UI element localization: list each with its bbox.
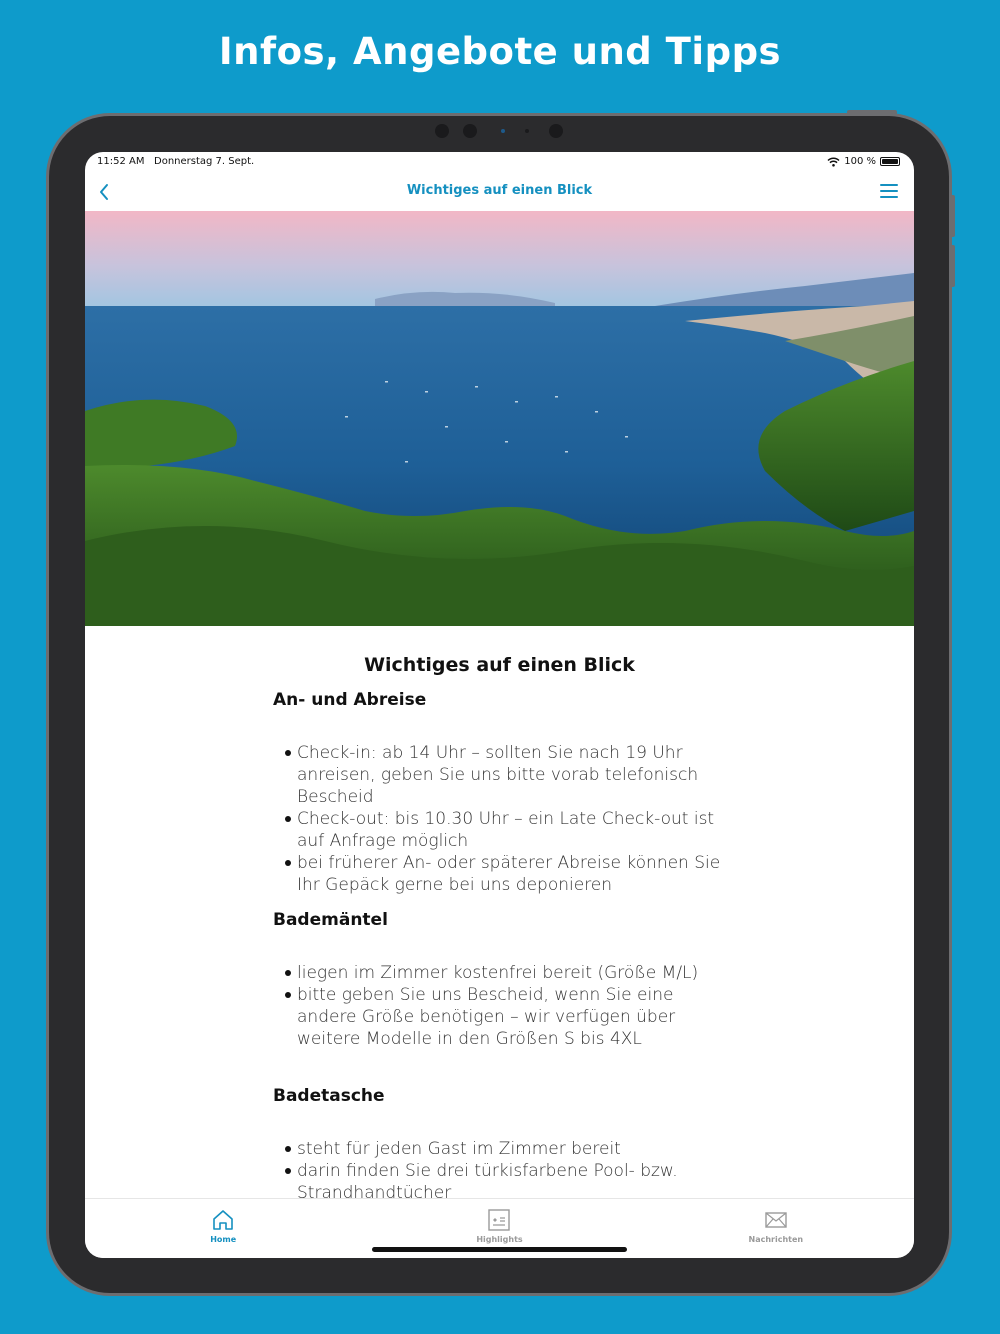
- bullet-list: [273, 1138, 723, 1198]
- app-screen: [85, 152, 914, 1258]
- tab-label: Home: [210, 1235, 237, 1244]
- status-clock: [97, 156, 254, 167]
- sensor-icon: [463, 124, 477, 138]
- tab-label: Highlights: [476, 1235, 523, 1244]
- sensor-dot: [525, 129, 529, 133]
- status-right: [827, 156, 900, 167]
- section-heading: Badetasche: [273, 1086, 385, 1106]
- indicator-light: [501, 129, 505, 133]
- envelope-icon: [764, 1208, 788, 1232]
- list-item: steht für jeden Gast im Zimmer bereit: [273, 1138, 723, 1160]
- bullet-list: [273, 742, 723, 896]
- tab-home[interactable]: [85, 1199, 361, 1258]
- tab-messages[interactable]: [638, 1199, 914, 1258]
- hamburger-menu-icon[interactable]: [878, 180, 900, 202]
- headline: Infos, Angebote und Tipps: [218, 30, 782, 73]
- hero-image-bay: [85, 211, 914, 626]
- status-time: 11:52 AM: [97, 156, 145, 167]
- highlights-icon: [487, 1208, 511, 1232]
- section-beach-bag: [273, 1086, 723, 1198]
- front-camera-icon: [549, 124, 563, 138]
- content-title: Wichtiges auf einen Blick: [364, 654, 635, 676]
- nav-bar: [85, 172, 914, 212]
- tab-label: Nachrichten: [748, 1235, 804, 1244]
- list-item: Check-in: ab 14 Uhr – sollten Sie nach 19 Uhr anreisen, geben Sie uns bitte vorab telefonisch Bescheid: [273, 742, 723, 808]
- wifi-icon: [827, 157, 840, 167]
- content-area[interactable]: [85, 626, 914, 1198]
- home-indicator[interactable]: [372, 1247, 627, 1252]
- battery-percent: 100 %: [844, 156, 876, 167]
- list-item: bitte geben Sie uns Bescheid, wenn Sie eine andere Größe benötigen – wir verfügen über weitere Modelle in den Größen S bis 4XL: [273, 984, 723, 1050]
- list-item: liegen im Zimmer kostenfrei bereit (Größe M/L): [273, 962, 723, 984]
- section-bathrobes: [273, 910, 723, 1072]
- status-bar: [85, 152, 914, 172]
- list-item: bei früherer An- oder späterer Abreise können Sie Ihr Gepäck gerne bei uns deponieren: [273, 852, 723, 896]
- camera-icon: [435, 124, 449, 138]
- section-arrival: [273, 690, 723, 896]
- bullet-list: [273, 962, 723, 1050]
- list-item: Check-out: bis 10.30 Uhr – ein Late Check-out ist auf Anfrage möglich: [273, 808, 723, 852]
- nav-title: Wichtiges auf einen Blick: [406, 183, 593, 198]
- section-heading: Bademäntel: [273, 910, 388, 930]
- home-icon: [211, 1208, 235, 1232]
- battery-icon: [880, 157, 900, 166]
- list-item: darin finden Sie drei türkisfarbene Pool- bzw. Strandhandtücher: [273, 1160, 723, 1198]
- status-date: Donnerstag 7. Sept.: [154, 156, 255, 167]
- section-heading: An- und Abreise: [273, 690, 427, 710]
